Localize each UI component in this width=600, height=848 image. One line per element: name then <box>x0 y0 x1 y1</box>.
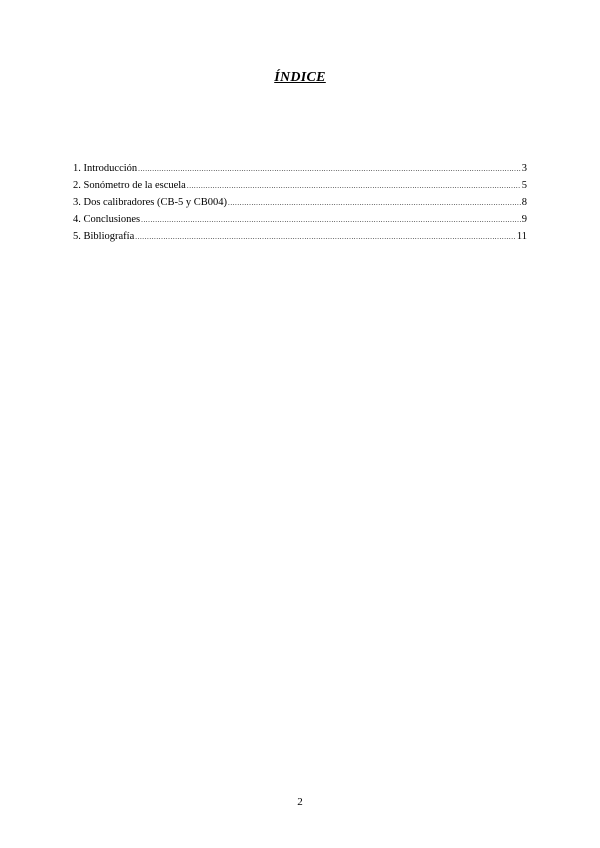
toc-entry-page: 8 <box>521 197 527 208</box>
toc-dot-leader <box>187 178 521 195</box>
page-number: 2 <box>297 796 303 808</box>
toc-entry-conclusiones[interactable] <box>73 211 527 228</box>
toc-entry-label: 4. Conclusiones <box>73 214 141 225</box>
toc-entry-label: 2. Sonómetro de la escuela <box>73 180 186 191</box>
toc-dot-leader <box>135 229 516 246</box>
toc-dot-leader <box>141 212 521 229</box>
toc-entry-sonometro[interactable] <box>73 177 527 194</box>
toc-entry-page: 5 <box>521 180 527 191</box>
toc-entry-introduccion[interactable] <box>73 160 527 177</box>
toc-entry-label: 3. Dos calibradores (CB-5 y CB004) <box>73 197 227 208</box>
toc-entry-page: 3 <box>521 163 527 174</box>
toc-dot-leader <box>228 195 521 212</box>
toc-entry-label: 5. Bibliografía <box>73 231 135 242</box>
toc-entry-bibliografia[interactable] <box>73 228 527 245</box>
toc-entry-page: 11 <box>516 231 527 242</box>
table-of-contents <box>73 160 527 245</box>
toc-dot-leader <box>138 161 521 178</box>
toc-entry-calibradores[interactable] <box>73 194 527 211</box>
toc-entry-page: 9 <box>521 214 527 225</box>
toc-entry-label: 1. Introducción <box>73 163 138 174</box>
page-title: ÍNDICE <box>274 70 326 85</box>
